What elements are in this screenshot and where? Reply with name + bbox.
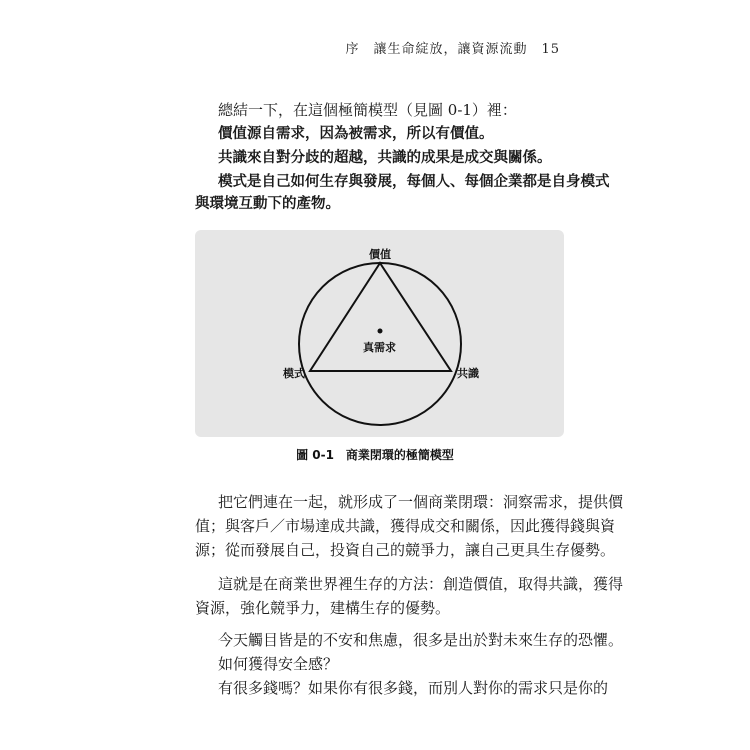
para3-line-1: 今天觸目皆是的不安和焦慮，很多是出於對未來生存的恐懼。 — [218, 631, 624, 649]
para1-text-1: 把它們連在一起，就形成了一個商業閉環：洞察需求，提供價 — [218, 493, 624, 511]
intro-line-2: 價值源自需求，因為被需求，所以有價值。 — [218, 126, 494, 142]
page-number: 15 — [541, 42, 560, 57]
para1-line-3 — [195, 540, 615, 560]
para1-line-2 — [195, 516, 615, 536]
label-true-need: 真需求 — [363, 341, 396, 354]
intro-line-4b: 與環境互動下的產物。 — [195, 196, 340, 212]
intro-line-4a: 模式是自己如何生存與發展，每個人、每個企業都是自身模式 — [218, 174, 610, 190]
para2-line-2: 資源，強化競爭力，建構生存的優勢。 — [195, 599, 451, 617]
para1-line-1 — [218, 492, 623, 512]
label-value: 價值 — [369, 248, 391, 261]
caption-number: 圖 0-1 — [296, 448, 334, 462]
para1-text-2: 值；與客戶／市場達成共識，獲得成交和關係，因此獲得錢與資 — [195, 517, 616, 535]
para2-line-1: 這就是在商業世界裡生存的方法：創造價值，取得共識，獲得 — [218, 575, 624, 593]
label-consensus: 共識 — [457, 367, 479, 380]
center-dot — [378, 329, 383, 334]
chapter-title: 序 讓生命綻放，讓資源流動 — [345, 42, 528, 57]
figure-0-1 — [195, 230, 564, 437]
para3-line-2: 如何獲得安全感？ — [218, 655, 339, 673]
label-mode: 模式 — [283, 367, 305, 380]
figure-caption — [0, 446, 750, 463]
running-header — [345, 38, 560, 57]
intro-line-3: 共識來自對分歧的超越，共識的成果是成交與關係。 — [218, 150, 552, 166]
intro-line-1: 總結一下，在這個極簡模型（見圖 0-1）裡： — [218, 101, 517, 119]
caption-title: 商業閉環的極簡模型 — [345, 448, 454, 462]
para3-line-3: 有很多錢嗎？如果你有很多錢，而別人對你的需求只是你的 — [218, 679, 609, 697]
para1-text-3: 源；從而發展自己，投資自己的競爭力，讓自己更具生存優勢。 — [195, 541, 616, 559]
